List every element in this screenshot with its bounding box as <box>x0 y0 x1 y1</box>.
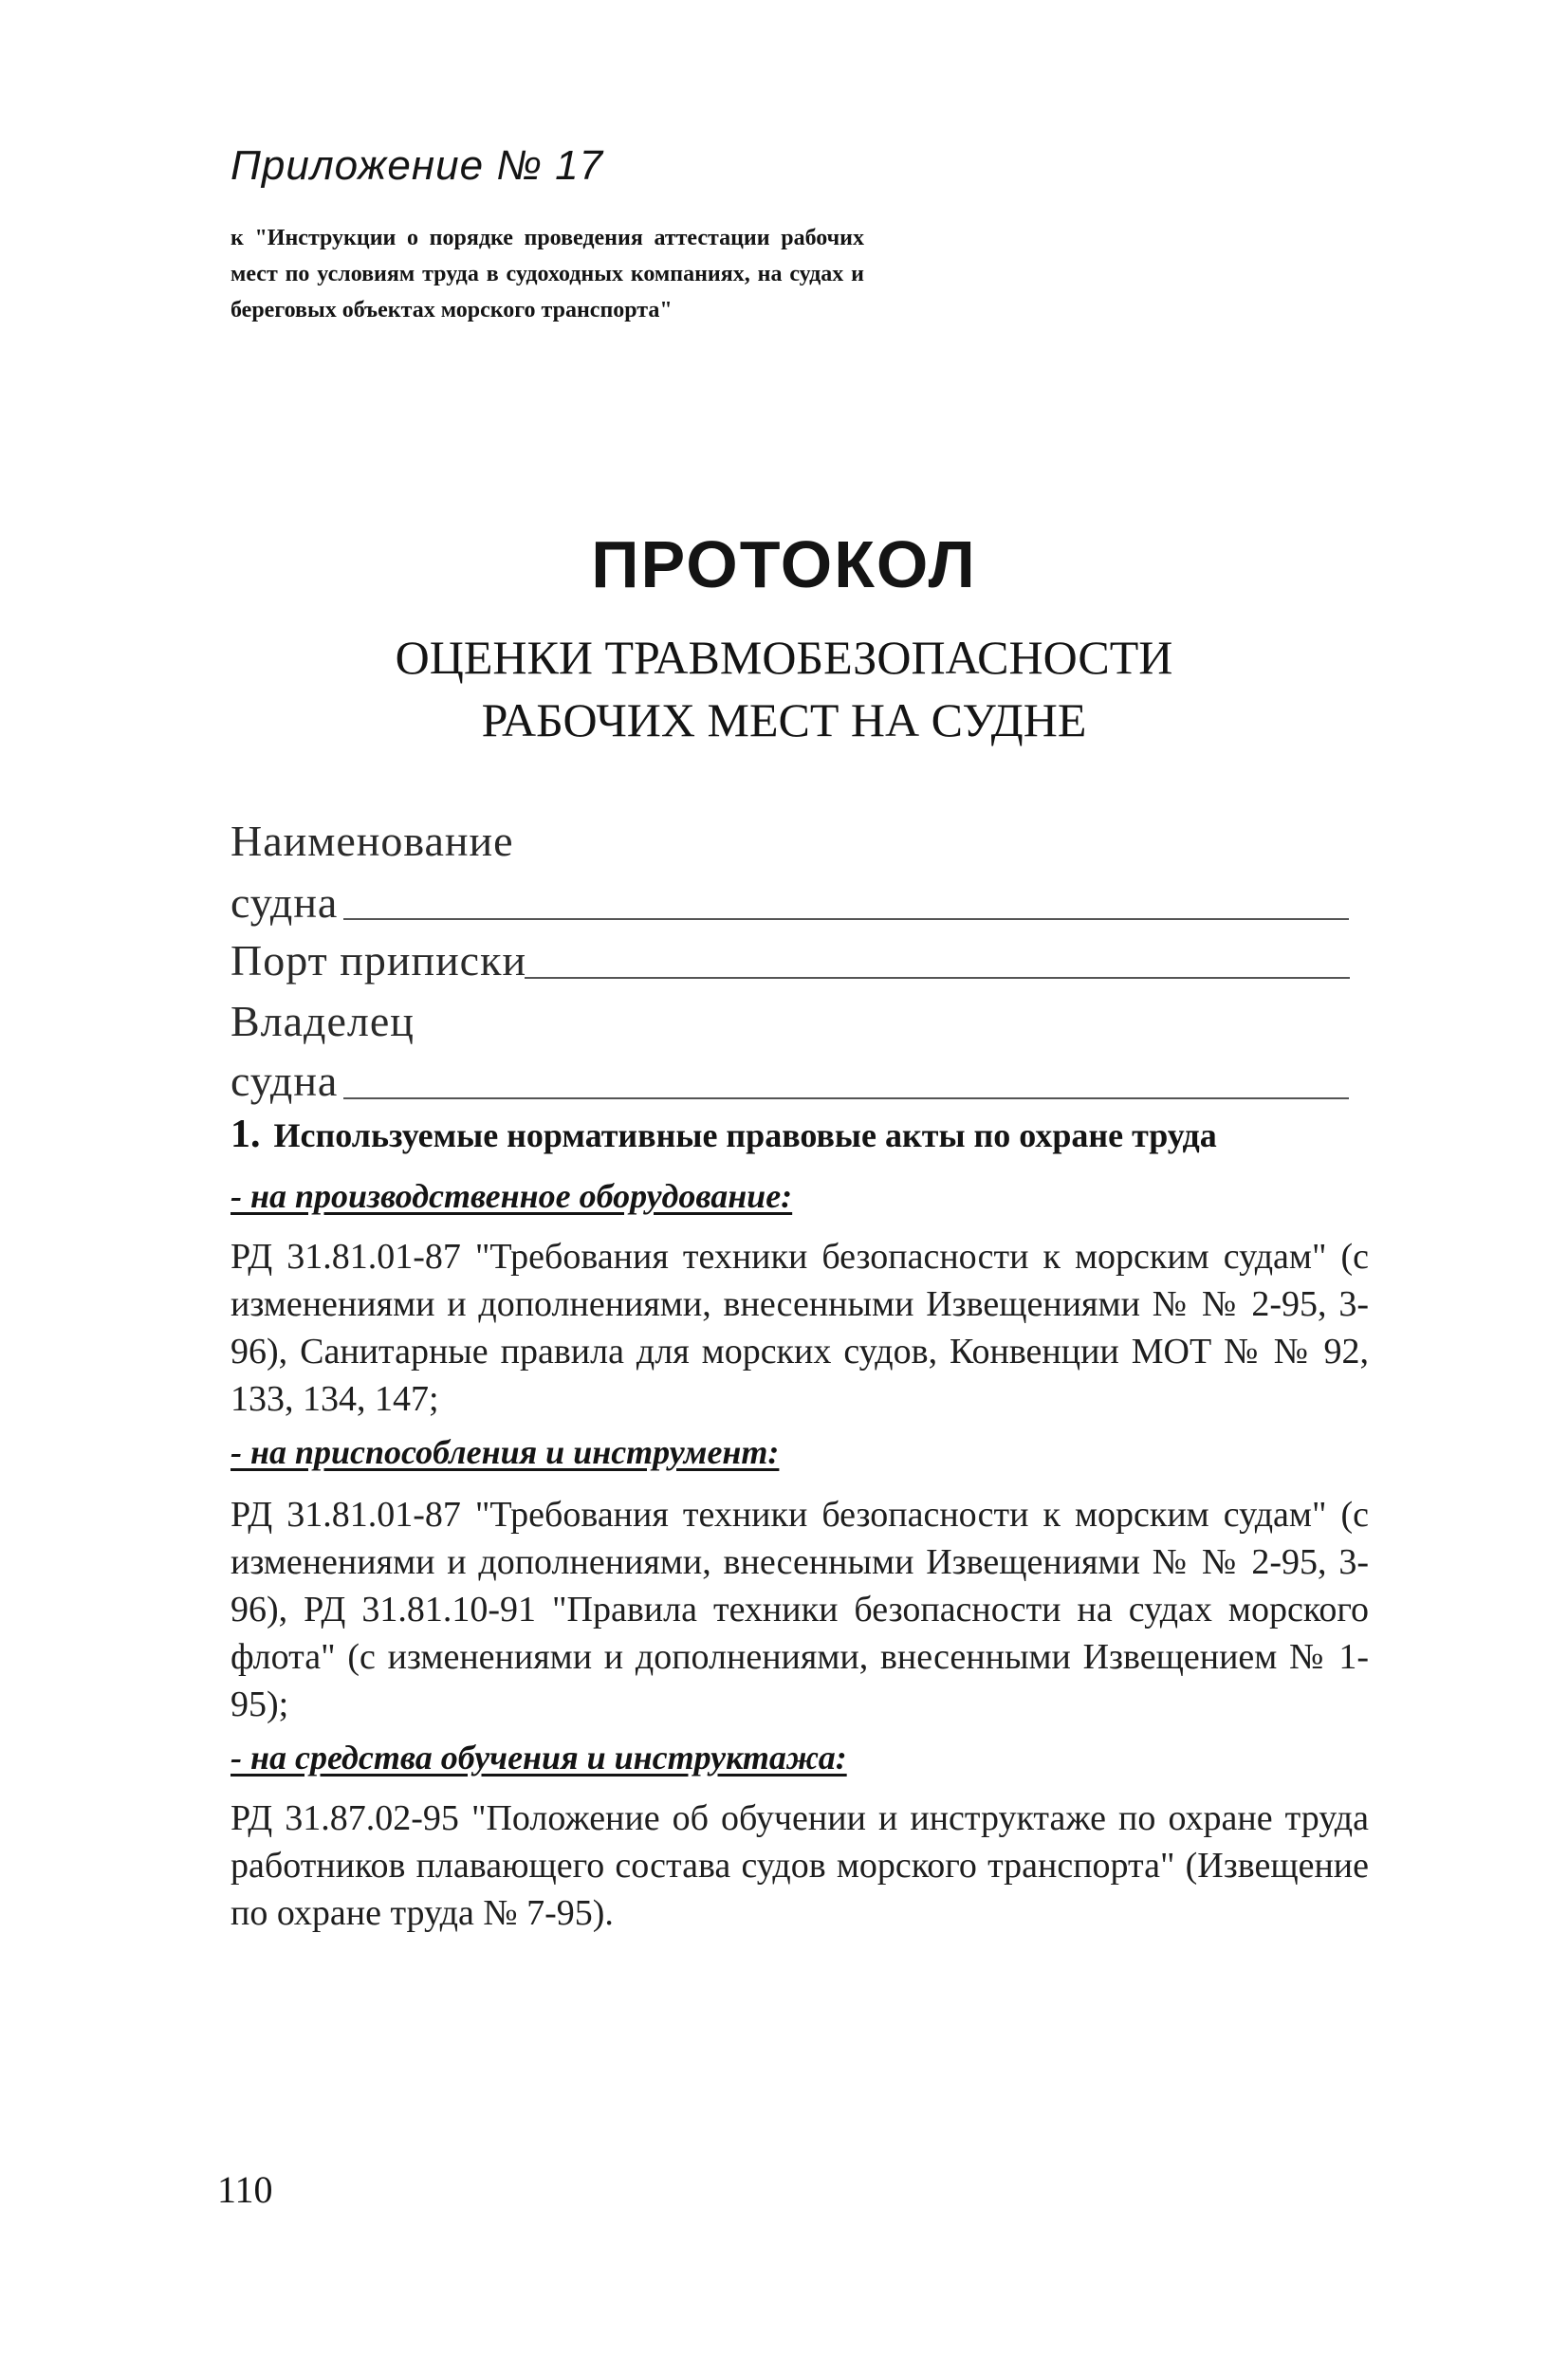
subheading-equipment: - на производственное оборудование: <box>231 1177 793 1215</box>
home-port-field[interactable] <box>525 977 1350 979</box>
appendix-title: Приложение № 17 <box>231 142 604 189</box>
paragraph-tools: РД 31.81.01-87 "Требования техники безопасности к морским судам" (с изменениями и дополнениями, внесенными Извещениями № № 2-95, 3-96), РД 31.81.10-91 "Правила техники безопасности на судах морского флота" (с изменениями и дополнениями, внесенными Извещением № 1-95); <box>231 1495 1369 1724</box>
section-number: 1. <box>231 1113 261 1156</box>
appendix-reference: к "Инструкции о порядке проведения аттестации рабочих мест по условиям труда в судоходных компаниях, на судах и береговых объектах морского транспорта" <box>231 226 864 322</box>
subheading-training: - на средства обучения и инструктажа: <box>231 1739 847 1777</box>
protocol-subtitle-line1: ОЦЕНКИ ТРАВМОБЕЗОПАСНОСТИ <box>395 631 1173 684</box>
vessel-name-label-cont: судна <box>231 878 339 927</box>
section-heading <box>231 1112 1369 1157</box>
owner-label-cont: судна <box>231 1057 339 1105</box>
owner-field[interactable] <box>343 1097 1349 1099</box>
protocol-title: ПРОТОКОЛ <box>591 527 977 601</box>
subheading-tools: - на приспособления и инструмент: <box>231 1433 780 1471</box>
paragraph-equipment: РД 31.81.01-87 "Требования техники безопасности к морским судам" (с изменениями и дополнениями, внесенными Извещениями № № 2-95, 3-96), Санитарные правила для морских судов, Конвенции МОТ № № 92, 133, 134, 147; <box>231 1237 1369 1419</box>
protocol-subtitle-line2: РАБОЧИХ МЕСТ НА СУДНЕ <box>481 693 1087 746</box>
home-port-label: Порт приписки <box>231 936 527 985</box>
vessel-name-field[interactable] <box>343 918 1349 920</box>
paragraph-training: РД 31.87.02-95 "Положение об обучении и инструктаже по охране труда работников плавающего состава судов морского транспорта" (Извещение по охране труда № 7-95). <box>231 1798 1369 1933</box>
protocol-subtitle <box>0 626 1568 751</box>
owner-label: Владелец <box>231 997 415 1045</box>
vessel-name-label: Наименование <box>231 817 514 865</box>
section-heading-text: Используемые нормативные правовые акты по охране труда <box>273 1116 1217 1154</box>
page-number: 110 <box>217 2168 273 2211</box>
